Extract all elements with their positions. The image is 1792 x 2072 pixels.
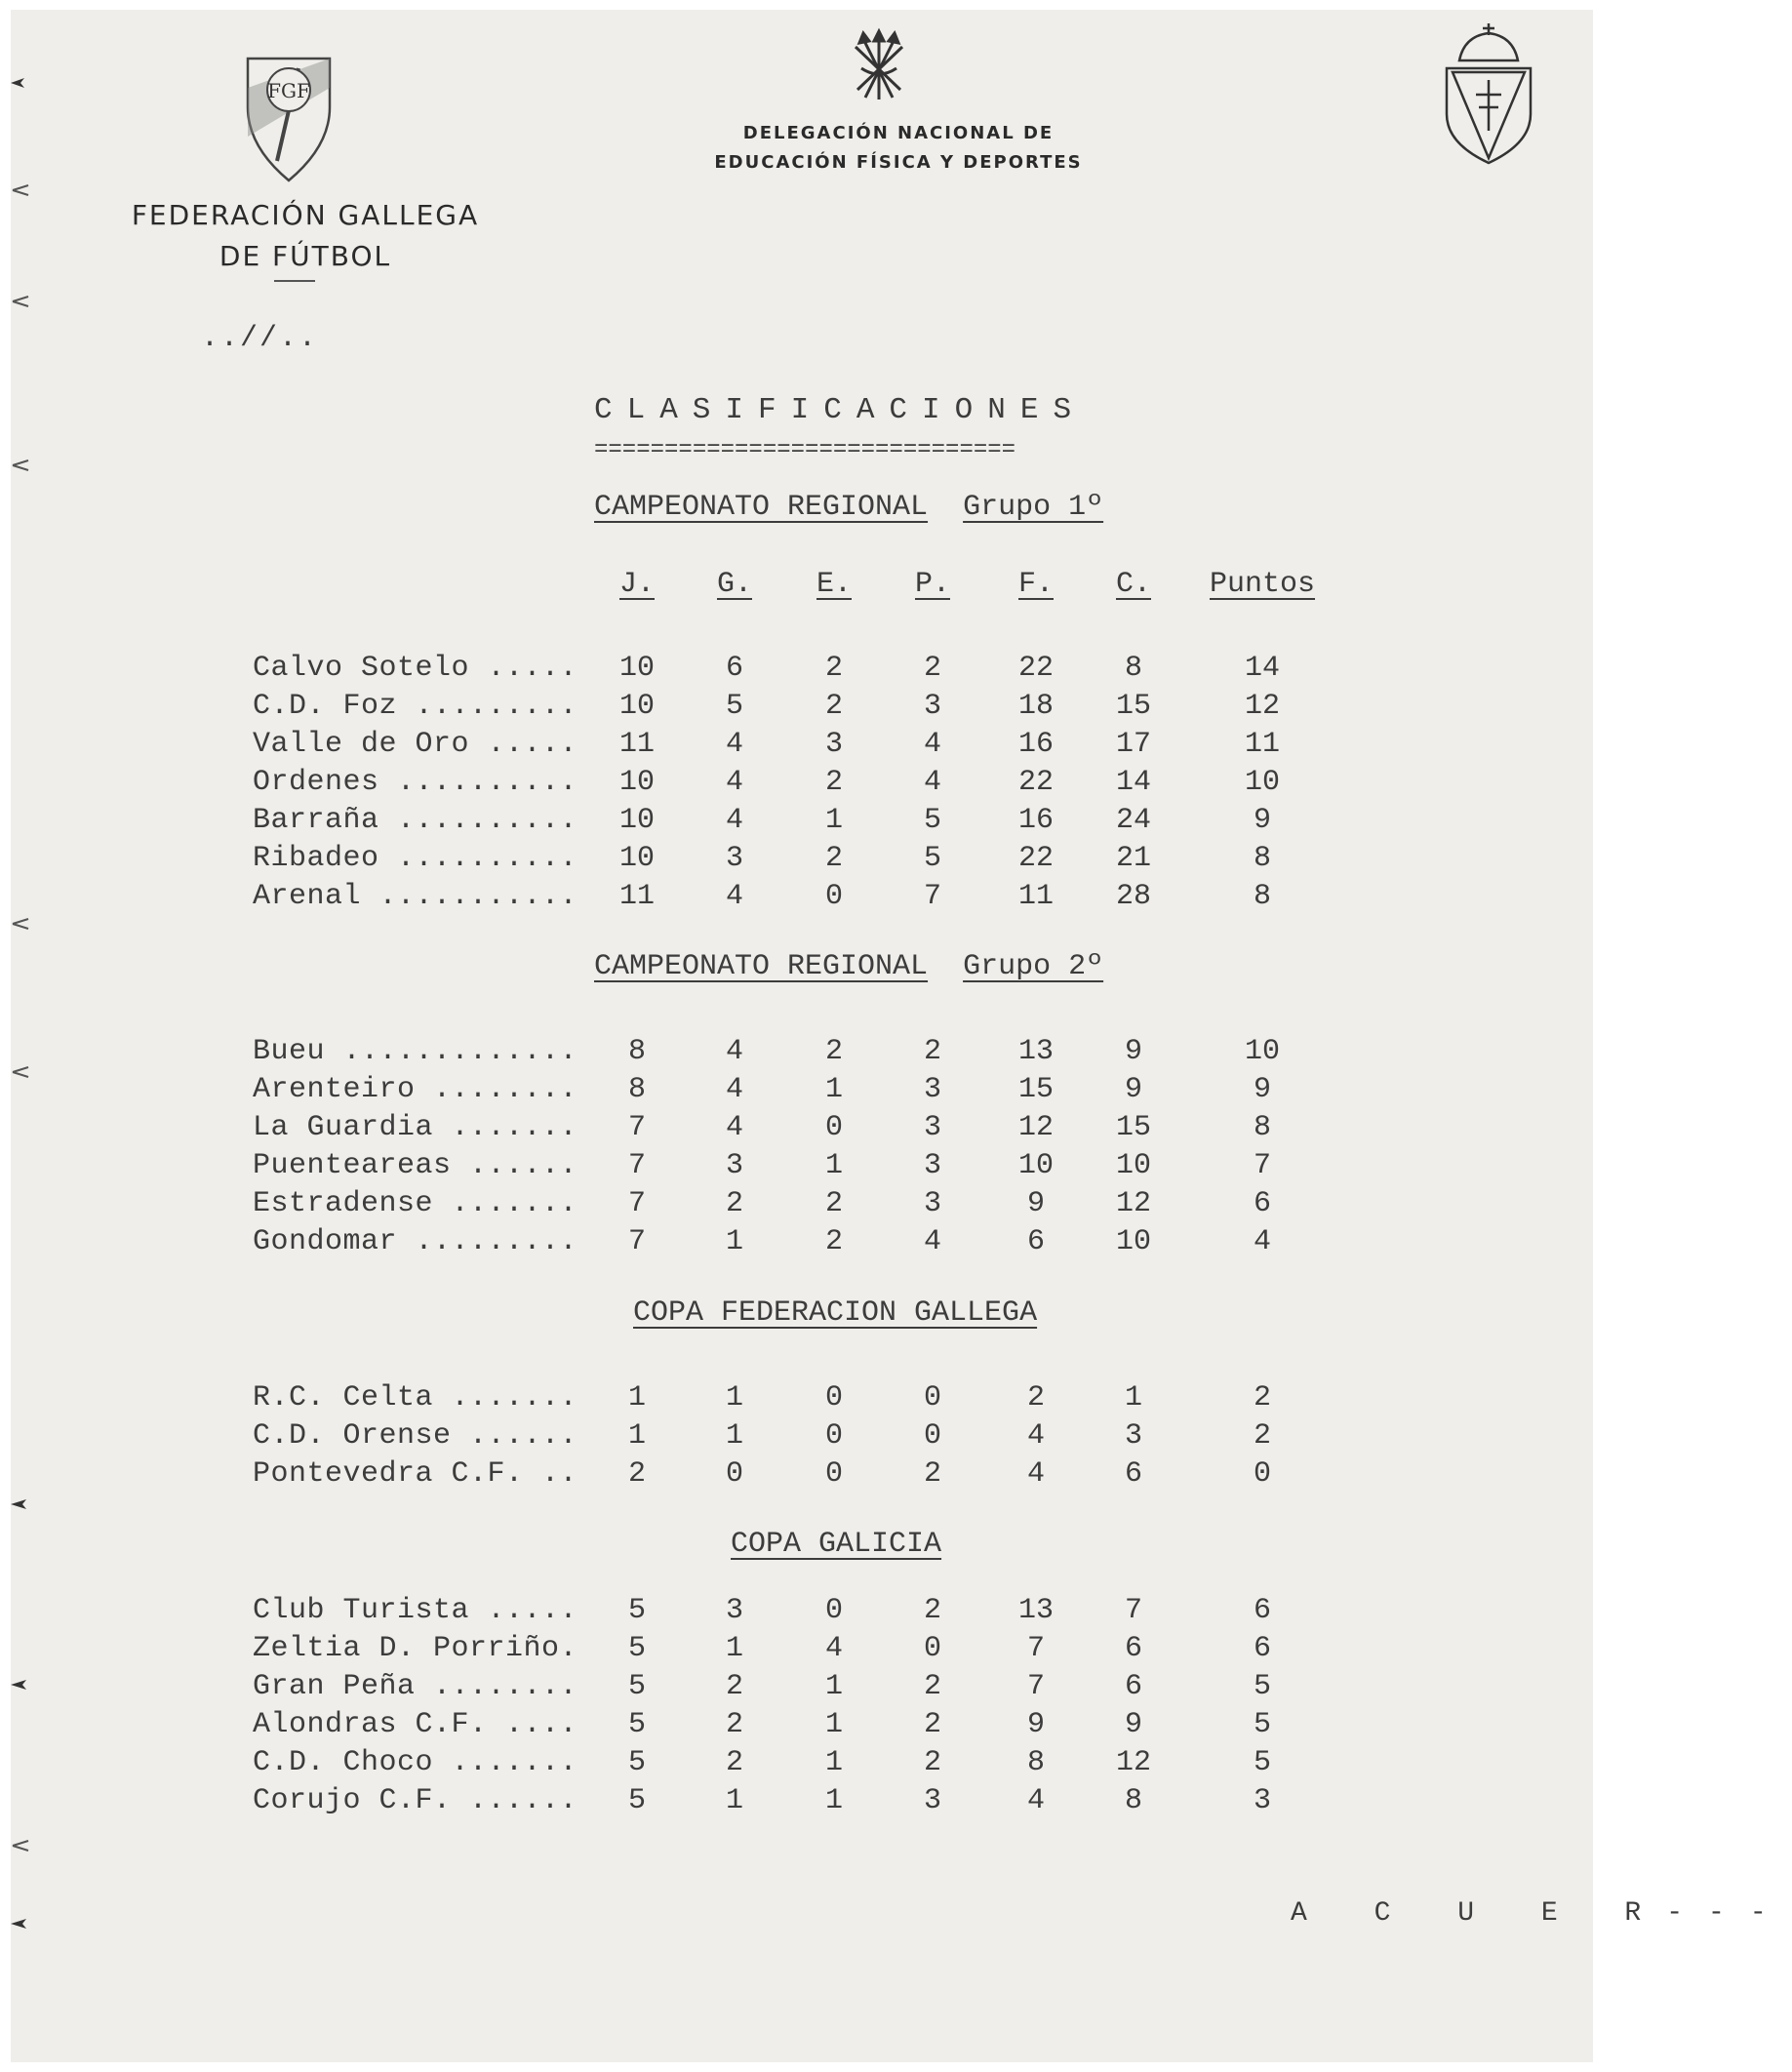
stat-e: 0 — [824, 1457, 843, 1491]
stat-g: 4 — [725, 804, 743, 837]
team-name: Calvo Sotelo ..... — [253, 652, 578, 685]
stat-j: 7 — [627, 1225, 646, 1258]
table-row — [11, 650, 1593, 687]
table-row — [11, 688, 1593, 725]
delegation-name — [674, 119, 1123, 178]
stat-p: 2 — [923, 1457, 941, 1491]
stat-e: 2 — [824, 652, 843, 685]
team-name: Alondras C.F. .... — [253, 1708, 578, 1741]
stat-c: 8 — [1124, 1784, 1142, 1817]
stat-f: 22 — [1017, 842, 1054, 875]
team-name: Barraña .......... — [253, 804, 578, 837]
stat-p: 2 — [923, 1746, 941, 1779]
stat-puntos: 6 — [1253, 1632, 1271, 1665]
stat-f: 15 — [1017, 1073, 1054, 1106]
section-title-copa-galicia — [731, 1527, 941, 1562]
stat-p: 4 — [923, 728, 941, 761]
stat-e: 0 — [824, 880, 843, 913]
stat-puntos: 6 — [1253, 1594, 1271, 1627]
stat-f: 13 — [1017, 1594, 1054, 1627]
stat-g: 3 — [725, 1594, 743, 1627]
federation-name-line2: DE FÚTBOL — [219, 240, 392, 272]
stat-e: 4 — [824, 1632, 843, 1665]
stat-p: 3 — [923, 1111, 941, 1144]
document-page — [11, 10, 1792, 2062]
section-name: CAMPEONATO REGIONAL — [594, 950, 929, 983]
team-name: Zeltia D. Porriño. — [253, 1632, 578, 1665]
document-title: CLASIFICACIONES — [594, 393, 1087, 427]
stat-c: 9 — [1124, 1035, 1142, 1068]
table-row — [11, 1592, 1593, 1629]
binder-mark — [11, 1497, 32, 1511]
stat-f: 4 — [1026, 1784, 1045, 1817]
stat-j: 8 — [627, 1035, 646, 1068]
stat-c: 15 — [1115, 690, 1151, 723]
stat-puntos: 8 — [1253, 842, 1271, 875]
table-row — [11, 1782, 1593, 1819]
stat-c: 7 — [1124, 1594, 1142, 1627]
team-name: C.D. Foz ......... — [253, 690, 578, 723]
stat-e: 1 — [824, 1784, 843, 1817]
stat-puntos: 0 — [1253, 1457, 1271, 1491]
stat-c: 21 — [1115, 842, 1151, 875]
stat-e: 2 — [824, 1225, 843, 1258]
stat-f: 9 — [1026, 1187, 1045, 1220]
binder-mark — [11, 1065, 32, 1079]
stat-f: 4 — [1026, 1419, 1045, 1453]
stat-puntos: 5 — [1253, 1708, 1271, 1741]
stat-p: 3 — [923, 1149, 941, 1182]
team-name: R.C. Celta ....... — [253, 1381, 578, 1415]
stat-f: 12 — [1017, 1111, 1054, 1144]
stat-puntos: 8 — [1253, 1111, 1271, 1144]
team-name: Arenal ........... — [253, 880, 578, 913]
stat-g: 2 — [725, 1746, 743, 1779]
stat-c: 3 — [1124, 1419, 1142, 1453]
column-header-p: P. — [914, 568, 950, 601]
table-row — [11, 878, 1593, 915]
section-title-grupo-1 — [594, 490, 1103, 525]
table-row — [11, 1417, 1593, 1454]
binder-mark — [11, 183, 32, 197]
column-header-c: C. — [1115, 568, 1151, 601]
table-row — [11, 1455, 1593, 1493]
team-name: Ribadeo .......... — [253, 842, 578, 875]
stat-puntos: 4 — [1253, 1225, 1271, 1258]
stat-f: 7 — [1026, 1670, 1045, 1703]
stat-e: 0 — [824, 1111, 843, 1144]
stat-g: 6 — [725, 652, 743, 685]
stat-p: 7 — [923, 880, 941, 913]
stat-puntos: 12 — [1244, 690, 1280, 723]
stat-p: 3 — [923, 1784, 941, 1817]
binder-mark — [11, 1917, 32, 1931]
stat-g: 2 — [725, 1708, 743, 1741]
column-headers — [11, 566, 1593, 603]
stat-f: 22 — [1017, 766, 1054, 799]
section-name: COPA GALICIA — [731, 1528, 942, 1561]
binder-mark — [11, 458, 32, 472]
stat-g: 4 — [725, 1035, 743, 1068]
stat-e: 0 — [824, 1419, 843, 1453]
stat-e: 2 — [824, 1187, 843, 1220]
team-name: Club Turista ..... — [253, 1594, 578, 1627]
stat-j: 11 — [618, 880, 655, 913]
stat-j: 5 — [627, 1708, 646, 1741]
column-header-f: F. — [1017, 568, 1054, 601]
stat-e: 2 — [824, 842, 843, 875]
stat-f: 22 — [1017, 652, 1054, 685]
stat-c: 24 — [1115, 804, 1151, 837]
stat-f: 8 — [1026, 1746, 1045, 1779]
stat-j: 1 — [627, 1419, 646, 1453]
stat-g: 1 — [725, 1225, 743, 1258]
section-subtitle: Grupo 1º — [963, 491, 1104, 524]
stat-p: 3 — [923, 1187, 941, 1220]
stat-g: 2 — [725, 1187, 743, 1220]
stat-p: 2 — [923, 1035, 941, 1068]
logo-initials: FGF — [267, 79, 310, 102]
stat-p: 2 — [923, 1708, 941, 1741]
team-name: Arenteiro ........ — [253, 1073, 578, 1106]
team-name: C.D. Choco ....... — [253, 1746, 578, 1779]
stat-puntos: 14 — [1244, 652, 1280, 685]
stat-puntos: 5 — [1253, 1670, 1271, 1703]
stat-j: 8 — [627, 1073, 646, 1106]
stat-j: 7 — [627, 1187, 646, 1220]
stat-e: 1 — [824, 1149, 843, 1182]
reference-mark: ..//.. — [201, 322, 319, 355]
table-row — [11, 726, 1593, 763]
federation-name-line1: FEDERACIÓN GALLEGA — [131, 199, 480, 231]
stat-g: 4 — [725, 728, 743, 761]
stat-c: 15 — [1115, 1111, 1151, 1144]
stat-j: 10 — [618, 804, 655, 837]
stat-g: 4 — [725, 1111, 743, 1144]
team-name: Valle de Oro ..... — [253, 728, 578, 761]
stat-p: 5 — [923, 842, 941, 875]
stat-j: 10 — [618, 652, 655, 685]
section-subtitle: Grupo 2º — [963, 950, 1104, 983]
stat-c: 6 — [1124, 1632, 1142, 1665]
stat-c: 12 — [1115, 1187, 1151, 1220]
section-name: COPA FEDERACION GALLEGA — [633, 1296, 1038, 1330]
stat-g: 1 — [725, 1784, 743, 1817]
stat-f: 2 — [1026, 1381, 1045, 1415]
stat-puntos: 11 — [1244, 728, 1280, 761]
stat-f: 10 — [1017, 1149, 1054, 1182]
stat-j: 2 — [627, 1457, 646, 1491]
federation-name — [100, 195, 510, 277]
stat-g: 0 — [725, 1457, 743, 1491]
stat-c: 8 — [1124, 652, 1142, 685]
delegation-name-line2: EDUCACIÓN FÍSICA Y DEPORTES — [714, 152, 1083, 173]
stat-j: 5 — [627, 1784, 646, 1817]
stat-e: 1 — [824, 804, 843, 837]
team-name: Pontevedra C.F. .. — [253, 1457, 578, 1491]
document-title-underline: ============================== — [594, 437, 1016, 463]
federation-divider — [274, 280, 315, 282]
stat-p: 0 — [923, 1632, 941, 1665]
stat-c: 9 — [1124, 1708, 1142, 1741]
binder-mark — [11, 295, 32, 308]
table-row — [11, 1744, 1593, 1781]
team-name: Bueu ............. — [253, 1035, 578, 1068]
stat-j: 10 — [618, 766, 655, 799]
table-row — [11, 1630, 1593, 1667]
stat-e: 2 — [824, 1035, 843, 1068]
stat-g: 1 — [725, 1419, 743, 1453]
section-title-grupo-2 — [594, 949, 1103, 984]
binder-mark — [11, 1839, 32, 1853]
stat-c: 6 — [1124, 1670, 1142, 1703]
section-title-copa-federacion — [633, 1295, 1037, 1331]
stat-puntos: 6 — [1253, 1187, 1271, 1220]
stat-puntos: 5 — [1253, 1746, 1271, 1779]
stat-e: 3 — [824, 728, 843, 761]
stat-puntos: 10 — [1244, 766, 1280, 799]
stat-p: 0 — [923, 1419, 941, 1453]
stat-c: 10 — [1115, 1225, 1151, 1258]
stat-g: 4 — [725, 766, 743, 799]
stat-p: 3 — [923, 690, 941, 723]
stat-c: 28 — [1115, 880, 1151, 913]
stat-puntos: 7 — [1253, 1149, 1271, 1182]
stat-puntos: 9 — [1253, 804, 1271, 837]
stat-j: 10 — [618, 690, 655, 723]
rfef-crowned-shield-logo — [1435, 21, 1542, 168]
stat-c: 9 — [1124, 1073, 1142, 1106]
stat-puntos: 3 — [1253, 1784, 1271, 1817]
stat-g: 5 — [725, 690, 743, 723]
stat-g: 2 — [725, 1670, 743, 1703]
team-name: La Guardia ....... — [253, 1111, 578, 1144]
binder-mark — [11, 917, 32, 931]
stat-f: 11 — [1017, 880, 1054, 913]
stat-puntos: 10 — [1244, 1035, 1280, 1068]
column-header-g: G. — [716, 568, 752, 601]
table-row — [11, 1223, 1593, 1260]
stat-f: 4 — [1026, 1457, 1045, 1491]
team-name: C.D. Orense ...... — [253, 1419, 578, 1453]
stat-g: 3 — [725, 842, 743, 875]
stat-puntos: 9 — [1253, 1073, 1271, 1106]
stat-g: 4 — [725, 880, 743, 913]
table-row — [11, 1185, 1593, 1222]
stat-f: 6 — [1026, 1225, 1045, 1258]
stat-j: 5 — [627, 1594, 646, 1627]
column-header-e: E. — [816, 568, 852, 601]
stat-j: 7 — [627, 1111, 646, 1144]
stat-c: 17 — [1115, 728, 1151, 761]
stat-j: 1 — [627, 1381, 646, 1415]
stat-p: 0 — [923, 1381, 941, 1415]
table-row — [11, 1706, 1593, 1743]
table-row — [11, 764, 1593, 801]
stat-p: 2 — [923, 652, 941, 685]
stat-e: 1 — [824, 1708, 843, 1741]
stat-c: 14 — [1115, 766, 1151, 799]
stat-puntos: 8 — [1253, 880, 1271, 913]
stat-e: 1 — [824, 1073, 843, 1106]
binder-mark — [11, 1678, 32, 1692]
stat-c: 1 — [1124, 1381, 1142, 1415]
stat-j: 11 — [618, 728, 655, 761]
stat-g: 4 — [725, 1073, 743, 1106]
team-name: Puenteareas ...... — [253, 1149, 578, 1182]
stat-f: 16 — [1017, 804, 1054, 837]
table-row — [11, 1379, 1593, 1416]
stat-p: 4 — [923, 1225, 941, 1258]
stat-f: 9 — [1026, 1708, 1045, 1741]
stat-f: 18 — [1017, 690, 1054, 723]
table-row — [11, 1147, 1593, 1184]
stat-e: 0 — [824, 1381, 843, 1415]
stat-e: 2 — [824, 690, 843, 723]
stat-p: 2 — [923, 1594, 941, 1627]
stat-c: 6 — [1124, 1457, 1142, 1491]
stat-c: 12 — [1115, 1746, 1151, 1779]
continuation-mark: A C U E R--- — [1291, 1898, 1792, 1929]
team-name: Ordenes .......... — [253, 766, 578, 799]
stat-g: 1 — [725, 1632, 743, 1665]
stat-j: 5 — [627, 1632, 646, 1665]
stat-puntos: 2 — [1253, 1381, 1271, 1415]
stat-p: 3 — [923, 1073, 941, 1106]
stat-j: 5 — [627, 1746, 646, 1779]
stat-f: 13 — [1017, 1035, 1054, 1068]
stat-j: 10 — [618, 842, 655, 875]
stat-p: 2 — [923, 1670, 941, 1703]
stat-e: 1 — [824, 1746, 843, 1779]
federation-shield-logo — [240, 49, 338, 185]
table-row — [11, 802, 1593, 839]
stat-f: 7 — [1026, 1632, 1045, 1665]
team-name: Estradense ....... — [253, 1187, 578, 1220]
stat-e: 1 — [824, 1670, 843, 1703]
table-row — [11, 1668, 1593, 1705]
table-row — [11, 840, 1593, 877]
stat-g: 3 — [725, 1149, 743, 1182]
stat-c: 10 — [1115, 1149, 1151, 1182]
table-row — [11, 1033, 1593, 1070]
stat-e: 0 — [824, 1594, 843, 1627]
binder-mark — [11, 76, 32, 90]
team-name: Corujo C.F. ...... — [253, 1784, 578, 1817]
team-name: Gondomar ......... — [253, 1225, 578, 1258]
column-header-puntos: Puntos — [1209, 568, 1316, 601]
stat-j: 5 — [627, 1670, 646, 1703]
column-header-j: J. — [618, 568, 655, 601]
section-name: CAMPEONATO REGIONAL — [594, 491, 929, 524]
stat-j: 7 — [627, 1149, 646, 1182]
stat-f: 16 — [1017, 728, 1054, 761]
stat-e: 2 — [824, 766, 843, 799]
stat-puntos: 2 — [1253, 1419, 1271, 1453]
table-row — [11, 1071, 1593, 1108]
stat-p: 4 — [923, 766, 941, 799]
delegation-name-line1: DELEGACIÓN NACIONAL DE — [742, 123, 1055, 143]
team-name: Gran Peña ........ — [253, 1670, 578, 1703]
stat-g: 1 — [725, 1381, 743, 1415]
stat-p: 5 — [923, 804, 941, 837]
table-row — [11, 1109, 1593, 1146]
yoke-arrows-emblem-icon — [850, 29, 908, 107]
